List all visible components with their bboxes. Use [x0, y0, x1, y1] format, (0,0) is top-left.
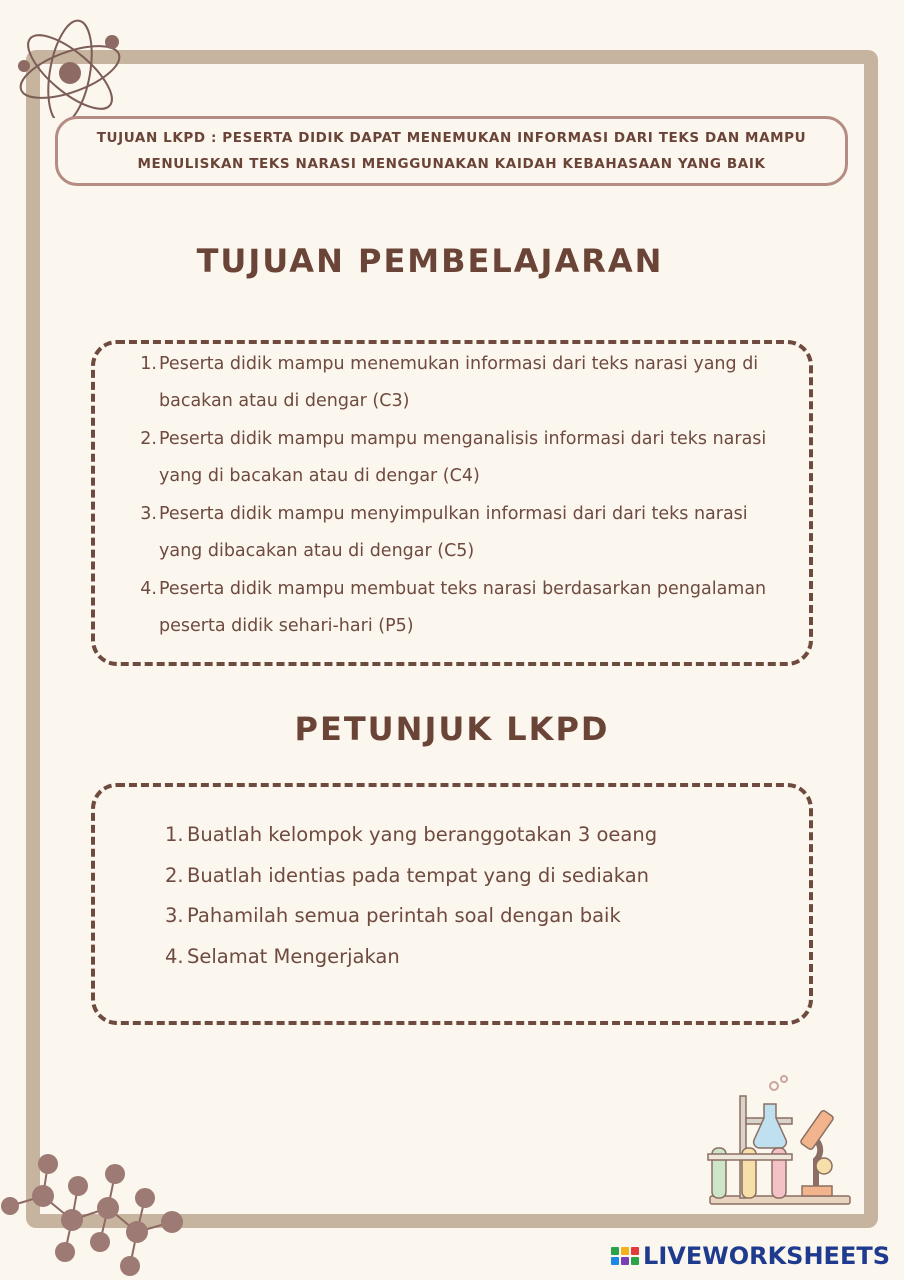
learning-goals-list	[135, 346, 775, 646]
atom-icon	[10, 18, 130, 118]
item-number: 3.	[165, 904, 184, 927]
item-number: 2.	[140, 429, 157, 449]
molecule-icon	[0, 1148, 200, 1280]
item-text: Peserta didik mampu menyimpulkan informasi dari dari teks narasi yang dibacakan atau di dengar (C5)	[159, 504, 748, 561]
item-number: 4.	[165, 944, 184, 968]
item-text: Buatlah identias pada tempat yang di sediakan	[187, 863, 650, 887]
item-text: Pahamilah semua perintah soal dengan baik	[187, 904, 621, 927]
list-item	[165, 815, 765, 856]
list-item	[135, 421, 775, 495]
liveworksheets-logo-icon	[611, 1247, 639, 1265]
item-text: Peserta didik mampu menemukan informasi dari teks narasi yang di bacakan atau di dengar (C3)	[159, 354, 759, 411]
item-number: 4.	[140, 579, 157, 599]
list-item	[165, 856, 765, 897]
objective-text: TUJUAN LKPD : PESERTA DIDIK DAPAT MENEMUKAN INFORMASI DARI TEKS DAN MAMPU MENULISKAN TEKS NARASI MENGGUNAKAN KAIDAH KEBAHASAAN YANG BAIK	[96, 130, 807, 172]
list-item	[135, 346, 775, 420]
list-item	[165, 937, 765, 978]
learning-goals-title: TUJUAN PEMBELAJARAN	[196, 242, 664, 280]
list-item	[135, 571, 775, 645]
item-number: 2.	[165, 863, 184, 887]
list-item	[135, 496, 775, 570]
item-number: 1.	[165, 823, 184, 846]
item-number: 3.	[140, 504, 157, 524]
instructions-title: PETUNJUK LKPD	[294, 710, 610, 748]
learning-goals-box	[91, 340, 813, 666]
item-text: Peserta didik mampu membuat teks narasi berdasarkan pengalaman peserta didik sehari-hari (P5)	[159, 579, 767, 636]
instructions-list	[165, 815, 765, 977]
item-text: Buatlah kelompok yang beranggotakan 3 oeang	[187, 823, 658, 846]
item-text: Selamat Mengerjakan	[187, 944, 400, 968]
instructions-box	[91, 783, 813, 1025]
item-text: Peserta didik mampu mampu menganalisis informasi dari teks narasi yang di bacakan atau di dengar (C4)	[159, 429, 767, 486]
objective-box	[55, 116, 848, 186]
liveworksheets-watermark	[611, 1242, 890, 1270]
watermark-text: LIVEWORKSHEETS	[643, 1242, 890, 1270]
lab-equipment-icon	[706, 1074, 856, 1210]
list-item	[165, 896, 765, 937]
item-number: 1.	[140, 354, 157, 374]
